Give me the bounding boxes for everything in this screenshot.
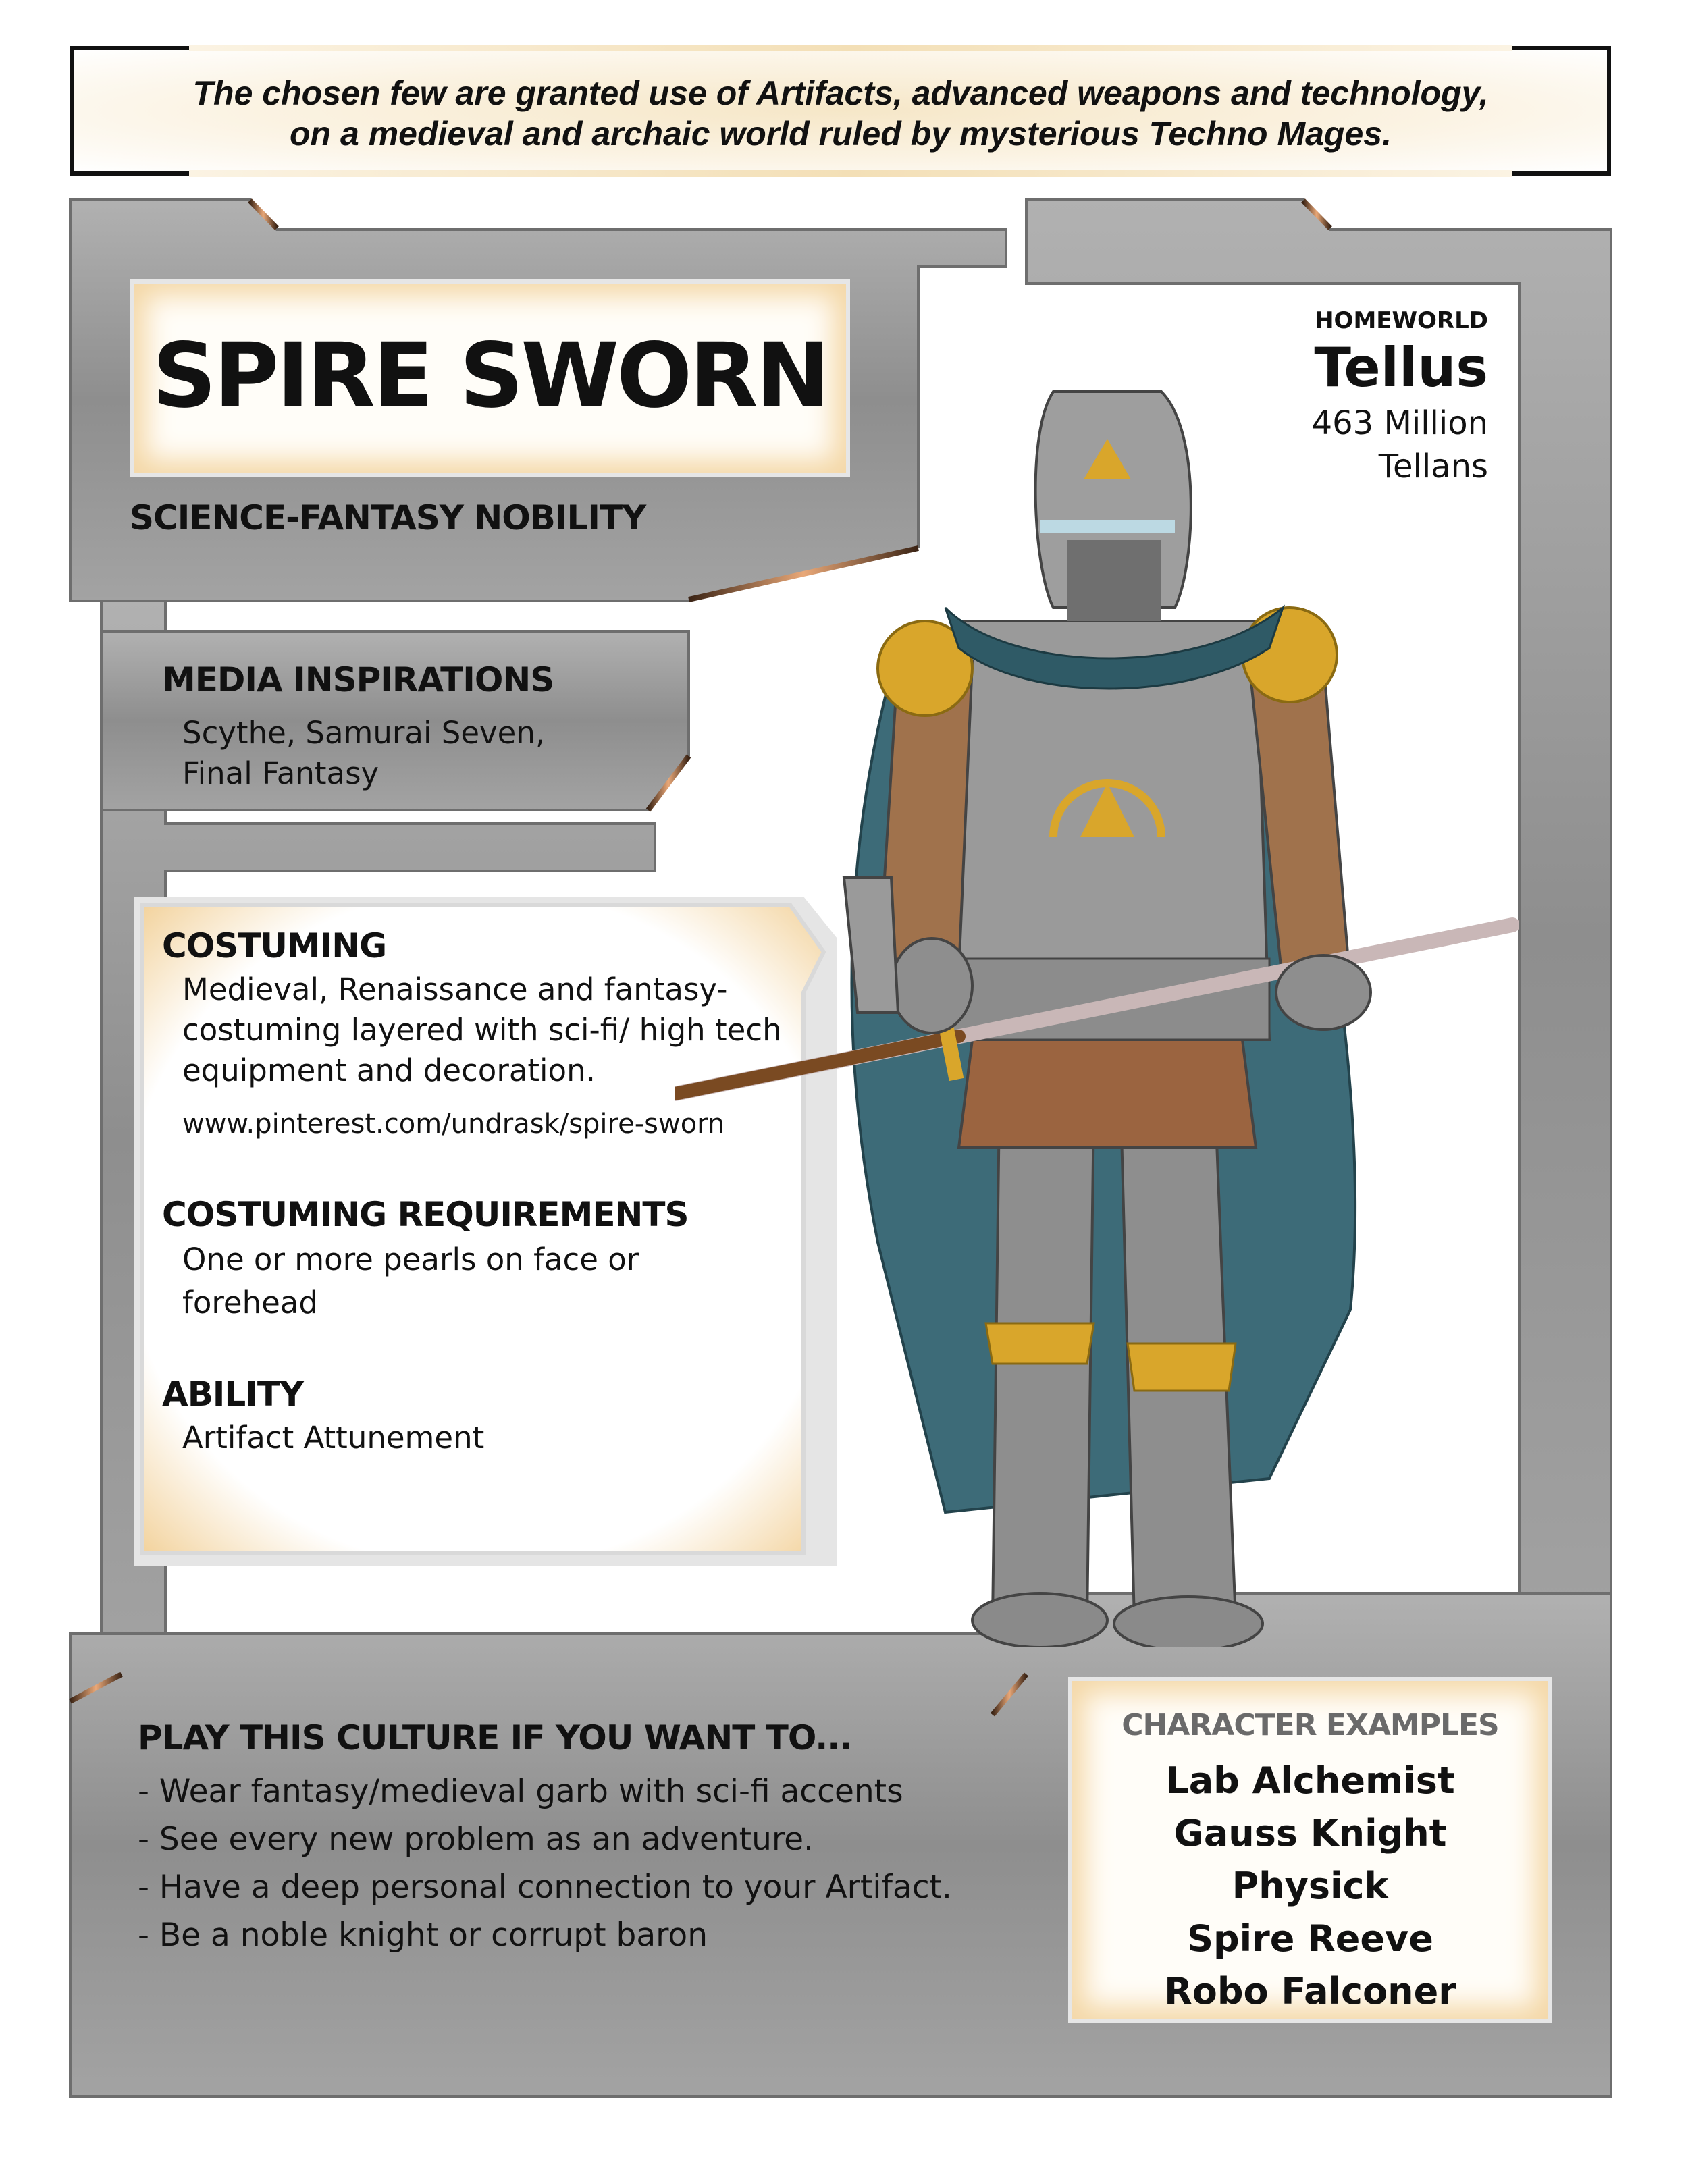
example-item: Spire Reeve [1187, 1917, 1433, 1960]
homeworld-label: HOMEWORLD [1315, 307, 1488, 334]
requirements-line: One or more pearls on face or [182, 1242, 639, 1277]
play-item: - Have a deep personal connection to your Artifact. [138, 1869, 952, 1906]
costuming-line: equipment and decoration. [182, 1053, 596, 1088]
example-item: Robo Falconer [1164, 1970, 1456, 2013]
page-title: SPIRE SWORN [152, 324, 828, 428]
play-item: - Wear fantasy/medieval garb with sci-fi accents [138, 1773, 903, 1810]
media-line: Scythe, Samurai Seven, [182, 715, 546, 751]
costuming-line: Medieval, Renaissance and fantasy- [182, 971, 728, 1007]
examples-heading: CHARACTER EXAMPLES [1122, 1708, 1499, 1742]
media-line: Final Fantasy [182, 755, 379, 791]
examples-block [1072, 1708, 1548, 2018]
subtitle: SCIENCE-FANTASY NOBILITY [130, 498, 646, 537]
play-item: - Be a noble knight or corrupt baron [138, 1917, 708, 1954]
ability-heading: ABILITY [162, 1375, 304, 1414]
requirements-heading: COSTUMING REQUIREMENTS [162, 1195, 689, 1234]
media-heading: MEDIA INSPIRATIONS [162, 660, 554, 699]
population-line: Tellans [1378, 448, 1488, 485]
requirements-line: forehead [182, 1285, 318, 1321]
banner-line: The chosen few are granted use of Artifacts, advanced weapons and technology, [192, 74, 1489, 112]
play-list [138, 1767, 952, 1959]
pinterest-link[interactable]: www.pinterest.com/undrask/spire-sworn [182, 1109, 725, 1140]
play-item: - See every new problem as an adventure. [138, 1821, 814, 1858]
costuming-line: costuming layered with sci-fi/ high tech [182, 1012, 782, 1048]
banner-line: on a medieval and archaic world ruled by mysterious Techno Mages. [290, 115, 1392, 153]
population-line: 463 Million [1311, 404, 1488, 442]
example-item: Physick [1232, 1865, 1389, 1907]
homeworld-name: Tellus [1314, 336, 1488, 399]
ability-value: Artifact Attunement [182, 1420, 485, 1456]
media-list [182, 713, 545, 794]
knight-illustration [675, 365, 1519, 1647]
example-item: Lab Alchemist [1165, 1759, 1455, 1802]
requirements-text [182, 1238, 639, 1325]
example-item: Gauss Knight [1173, 1812, 1447, 1855]
costuming-heading: COSTUMING [162, 926, 387, 965]
play-heading: PLAY THIS CULTURE IF YOU WANT TO... [138, 1718, 852, 1757]
